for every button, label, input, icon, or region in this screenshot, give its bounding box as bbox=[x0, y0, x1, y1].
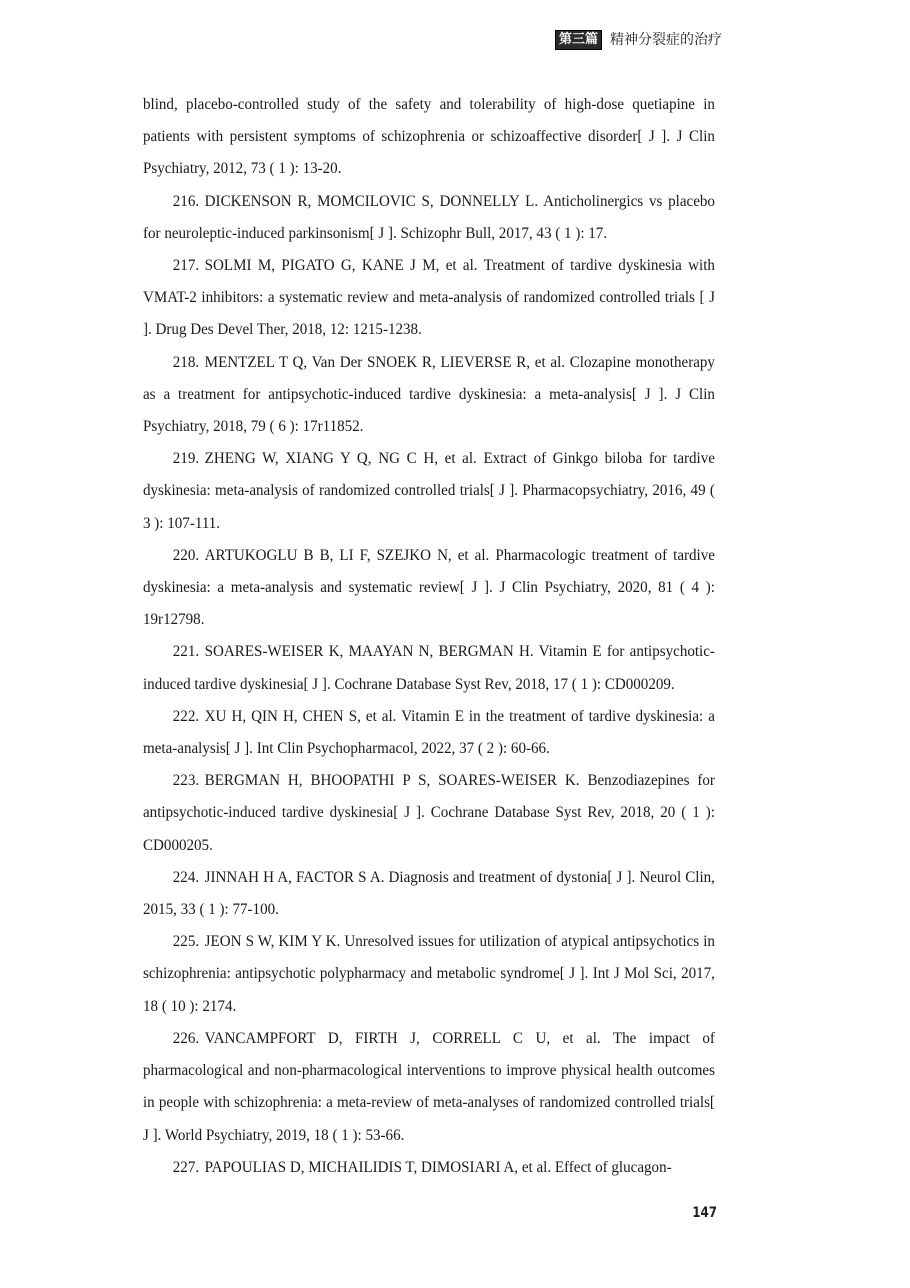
chapter-title: 精神分裂症的治疗 bbox=[610, 32, 722, 48]
reference-text: SOLMI M, PIGATO G, KANE J M, et al. Treatment of tardive dyskinesia with VMAT-2 inhibitors: a systematic review and meta-analysis of randomized controlled trials [ J ]. Drug Des Devel Ther, 2018, 12: 1215-1238. bbox=[143, 256, 715, 339]
reference-text: VANCAMPFORT D, FIRTH J, CORRELL C U, et al. The impact of pharmacological and non-pharmacological interventions to improve physical health outcomes in people with schizophrenia: a meta-review of meta-analyses of randomized controlled trials[ J ]. World Psychiatry, 2019, 18 ( 1 ): 53-66. bbox=[143, 1028, 715, 1144]
reference-item bbox=[143, 764, 715, 861]
reference-number: 225. bbox=[172, 932, 200, 951]
reference-text: PAPOULIAS D, MICHAILIDIS T, DIMOSIARI A, et al. Effect of glucagon- bbox=[204, 1157, 672, 1176]
reference-item bbox=[143, 925, 715, 1022]
reference-number: 224. bbox=[172, 867, 200, 886]
reference-number: 223. bbox=[172, 771, 200, 790]
reference-text: ARTUKOGLU B B, LI F, SZEJKO N, et al. Pharmacologic treatment of tardive dyskinesia: a meta-analysis and systematic review[ J ]. J Clin Psychiatry, 2020, 81 ( 4 ): 19r12798. bbox=[143, 545, 715, 629]
reference-text: JINNAH H A, FACTOR S A. Diagnosis and treatment of dystonia[ J ]. Neurol Clin, 2015, 33 ( 1 ): 77-100. bbox=[143, 867, 715, 919]
reference-item bbox=[143, 1022, 715, 1151]
reference-number: 218. bbox=[172, 352, 200, 371]
reference-item bbox=[143, 249, 715, 346]
reference-text: SOARES-WEISER K, MAAYAN N, BERGMAN H. Vitamin E for antipsychotic-induced tardive dyskinesia[ J ]. Cochrane Database Syst Rev, 2018, 17 ( 1 ): CD000209. bbox=[143, 642, 715, 693]
reference-item bbox=[143, 442, 715, 539]
reference-number: 217. bbox=[172, 256, 200, 275]
running-header bbox=[555, 30, 722, 50]
reference-number: 227. bbox=[172, 1157, 200, 1176]
reference-item bbox=[143, 1151, 715, 1183]
reference-text: BERGMAN H, BHOOPATHI P S, SOARES-WEISER K. Benzodiazepines for antipsychotic-induced tardive dyskinesia[ J ]. Cochrane Database Syst Rev, 2018, 20 ( 1 ): CD000205. bbox=[143, 771, 715, 854]
reference-number: 221. bbox=[172, 642, 200, 661]
reference-item bbox=[143, 539, 715, 636]
page-number: 147 bbox=[692, 1205, 718, 1221]
reference-number: 220. bbox=[172, 545, 200, 564]
reference-text: ZHENG W, XIANG Y Q, NG C H, et al. Extract of Ginkgo biloba for tardive dyskinesia: meta-analysis of randomized controlled trials[ J ]. Pharmacopsychiatry, 2016, 49 ( 3 ): 107-111. bbox=[143, 449, 715, 532]
reference-item bbox=[143, 346, 715, 443]
reference-list bbox=[143, 88, 715, 1183]
reference-number: 216. bbox=[172, 191, 200, 210]
reference-text: blind, placebo-controlled study of the safety and tolerability of high-dose quetiapine in patients with persistent symptoms of schizophrenia or schizoaffective disorder[ J ]. J Clin Psychiatry, 2012, 73 ( 1 ): 13-20. bbox=[143, 95, 715, 178]
reference-text: JEON S W, KIM Y K. Unresolved issues for utilization of atypical antipsychotics in schizophrenia: antipsychotic polypharmacy and metabolic syndrome[ J ]. Int J Mol Sci, 2017, 18 ( 10 ): 2174. bbox=[143, 932, 715, 1015]
part-badge: 第三篇 bbox=[555, 30, 602, 50]
reference-item bbox=[143, 635, 715, 699]
reference-number: 219. bbox=[172, 449, 200, 468]
reference-item bbox=[143, 88, 715, 185]
reference-item bbox=[143, 185, 715, 249]
reference-number: 222. bbox=[172, 706, 200, 725]
reference-text: DICKENSON R, MOMCILOVIC S, DONNELLY L. Anticholinergics vs placebo for neuroleptic-induced parkinsonism[ J ]. Schizophr Bull, 2017, 43 ( 1 ): 17. bbox=[143, 191, 715, 242]
reference-text: XU H, QIN H, CHEN S, et al. Vitamin E in the treatment of tardive dyskinesia: a meta-analysis[ J ]. Int Clin Psychopharmacol, 2022, 37 ( 2 ): 60-66. bbox=[143, 706, 715, 758]
reference-item bbox=[143, 861, 715, 925]
reference-number: 226. bbox=[172, 1028, 200, 1047]
reference-item bbox=[143, 700, 715, 764]
reference-text: MENTZEL T Q, Van Der SNOEK R, LIEVERSE R, et al. Clozapine monotherapy as a treatment for antipsychotic-induced tardive dyskinesia: a meta-analysis[ J ]. J Clin Psychiatry, 2018, 79 ( 6 ): 17r11852. bbox=[143, 352, 715, 436]
